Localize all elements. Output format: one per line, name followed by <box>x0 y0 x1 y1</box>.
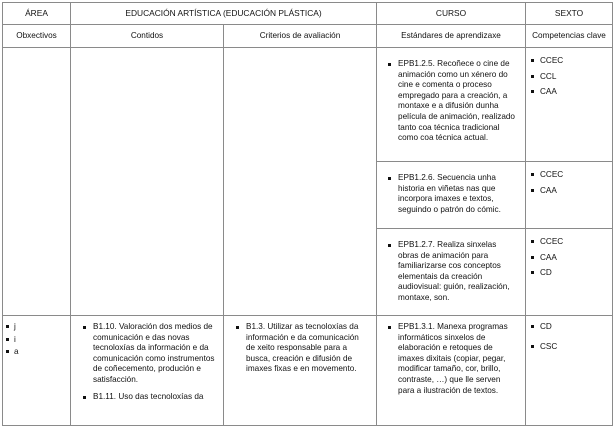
competency-item: CCEC <box>540 237 608 248</box>
content-item: B1.11. Uso das tecnoloxías da <box>93 392 217 403</box>
standard-cell <box>377 48 526 162</box>
subject-title: EDUCACIÓN ARTÍSTICA (EDUCACIÓN PLÁSTICA) <box>71 3 377 25</box>
competency-item: CAA <box>540 253 608 264</box>
objective-item: j <box>14 322 68 333</box>
content-item: B1.10. Valoración dos medios de comunicación e das novas tecnoloxías da información e da comunicación como instrumentos de coñecemento, produción e satisfacción. <box>93 322 217 386</box>
contents-cell <box>71 316 224 426</box>
competency-item: CAA <box>540 87 608 98</box>
area-label: ÁREA <box>3 3 71 25</box>
col-header-competencies: Competencias clave <box>526 25 613 48</box>
competencies-cell <box>526 229 613 316</box>
criteria-cell <box>224 316 377 426</box>
competencies-cell <box>526 316 613 426</box>
competency-item: CCEC <box>540 56 608 67</box>
col-header-objectives: Obxectivos <box>3 25 71 48</box>
competency-item: CD <box>540 268 608 279</box>
standard-item: EPB1.3.1. Manexa programas informáticos sinxelos de elaboración e retoques de imaxes dixitais (copiar, pegar, modificar tamaño, cor, brillo, contraste, …) que lle serven para a ilustración de textos. <box>398 322 519 396</box>
empty-objectives-cell <box>3 48 71 316</box>
standard-cell <box>377 162 526 229</box>
empty-contents-cell <box>71 48 224 316</box>
competencies-cell <box>526 162 613 229</box>
standard-item: EPB1.2.6. Secuencia unha historia en viñetas nas que incorpora imaxes e textos, seguindo o patrón do cómic. <box>398 173 519 215</box>
standard-item: EPB1.2.5. Recoñece o cine de animación como un xénero do cine e comenta o proceso empregado para a creación, a montaxe e a difusión dunha película de animación, realizado tanto coa técnica tradicional como coa técnica actual. <box>398 59 519 144</box>
competency-item: CCL <box>540 72 608 83</box>
criterion-item: B1.3. Utilizar as tecnoloxías da información e da comunicación de xeito responsable para a busca, creación e difusión de imaxes fixas e en movemento. <box>246 322 370 375</box>
objective-item: i <box>14 335 68 346</box>
standard-item: EPB1.2.7. Realiza sinxelas obras de animación para familiarizarse cos conceptos elementais da creación audiovisual: guión, realización, montaxe, son. <box>398 240 519 304</box>
course-label: CURSO <box>377 3 526 25</box>
competency-item: CSC <box>540 342 608 353</box>
objectives-cell <box>3 316 71 426</box>
standard-cell <box>377 229 526 316</box>
col-header-standards: Estándares de aprendizaxe <box>377 25 526 48</box>
competencies-cell <box>526 48 613 162</box>
competency-item: CCEC <box>540 170 608 181</box>
col-header-criteria: Criterios de avaliación <box>224 25 377 48</box>
competency-item: CAA <box>540 186 608 197</box>
col-header-contents: Contidos <box>71 25 224 48</box>
course-value: SEXTO <box>526 3 613 25</box>
empty-criteria-cell <box>224 48 377 316</box>
standard-cell <box>377 316 526 426</box>
curriculum-table <box>2 2 613 426</box>
competency-item: CD <box>540 322 608 333</box>
objective-item: a <box>14 347 68 358</box>
